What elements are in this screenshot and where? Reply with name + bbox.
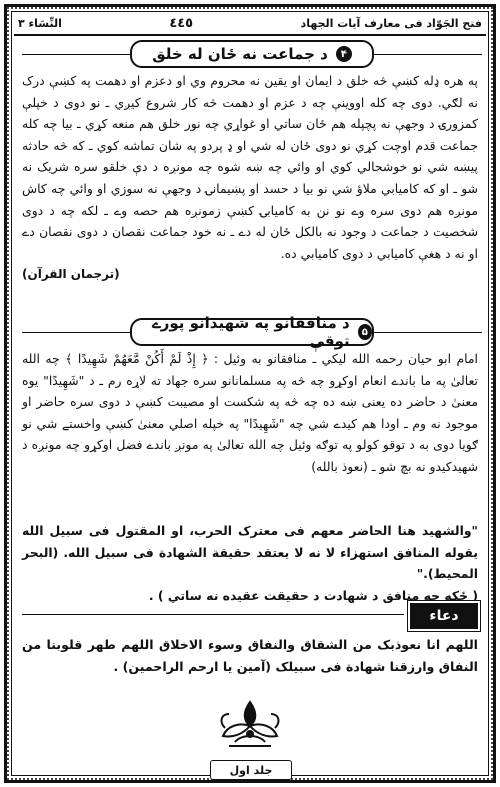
section-4-body xyxy=(22,70,478,286)
running-header xyxy=(14,12,486,36)
section-5-closing: ( ځکه چه منافق د شهادت د حقیقت عقیده نه ساتي ) . xyxy=(148,587,478,603)
dua-label-box xyxy=(410,603,478,629)
arabic-quote-text: "والشهید هنا الحاضر معهم فى معترک الحرب، او المقتول فى سبیل الله یقوله المنافق استهزاء لا نه لا یعتقد حقیقة الشهادة فى سبیل الله. (البحر المحیط)." xyxy=(22,523,478,582)
section-5-paragraph: امام ابو حیان رحمه الله لیکي ـ منافقانو به وئیل : ﴿ إِذْ لَمْ أَكُنْ مَّعَهُمْ شَهِيدًا ﴾ چه الله تعالیٰ په ما باندے انعام اوکړو چه څه په مسلمانانو سره جهاد ته لاړه رم ـ د "شَهِيدًا" یوه معنیٰ د حاضر ده یعنی ښه ده چه څه په شکست او مصیبت کښې د دوی سره حاضر او موجود نه وم ـ اودا هم کیدے شي چه "شَهِيدًا" په خپله اصلي معنیٰ کښې واخستے شي نو ګویا دوی به د توقو کولو په توګه وئیل چه الله تعالیٰ په مونږ باندے فضل اوکړو چه مونږه د شهیدکیدو نه بچ شو ـ (نعوذ بالله) xyxy=(22,351,478,474)
section-title: د جماعت نه ځان له خلق xyxy=(152,45,328,63)
section-4-paragraph: په هره ډله کښې څه خلق د ایمان او یقین نه محروم وي او دعزم او دهمت په کښې درک نه لګي. دوی چه کله اووینې چه د عزم او دهمت څه کار شروع کیږي ـ نو دوی د خپلې کمزورۍ د وجهې نه پچپله هم ځان ساتي او غواړي چه نور خلق هم منعه کړي ـ بیا چه کله جماعت قدم اوچت کړي نو دوی ځان له شي او ډ پردو په شان تماشه کوي ـ که څه حادثه پیښه شي نو خوشحالي کوي او وائي چه ښه شوه چه مونږه د دې خلقو سره شریک نه شو ـ او که کامیابي ملاؤ شي نو بیا د حسد او پښیمانۍ د وجهې نه سوزي او وائي چه کاش مونږه هم دوی سره وے نو نن به کامیابۍ کښې زمونږه هم حصه وے ـ لکه چه د دوی شخصیت د جماعت د وجود نه بالکل ځان له دے ـ نه خود جماعت نقصان د دوی نقصان دے او نه د هغې کامیابي د دوی کامیابي ده. xyxy=(22,73,478,261)
section-number-badge: ۵ xyxy=(358,324,372,340)
header-surah: النِّسَاء ٣ xyxy=(18,16,62,30)
arabic-quotation xyxy=(22,520,478,606)
volume-label: جلد اول xyxy=(229,763,273,777)
section-number-badge: ۴ xyxy=(336,46,352,62)
section-heading-4 xyxy=(130,40,374,68)
floral-ornament-icon xyxy=(215,698,285,750)
dua-label: دعاء xyxy=(429,608,459,624)
section-title: د منافقانو په شهیدانو پورے توقې xyxy=(151,314,350,350)
dua-divider xyxy=(22,614,404,615)
header-book-title: فتح الجَوّاد فى معارف آیات الجهاد xyxy=(300,16,482,30)
section-heading-5 xyxy=(130,314,374,350)
volume-footer xyxy=(210,760,292,780)
section-4-citation: (ترجمان القرآن) xyxy=(22,267,120,282)
page-number: ٤٤٥ xyxy=(169,15,194,31)
section-5-body xyxy=(22,348,478,478)
dua-text: اللهم انا نعوذبک من الشقاق والنفاق وسوء الاخلاق اللهم طهر قلوبنا من النفاق وارزقنا شهادة فى سبیلک (آمین یا ارحم الراحمین) . xyxy=(22,637,478,674)
